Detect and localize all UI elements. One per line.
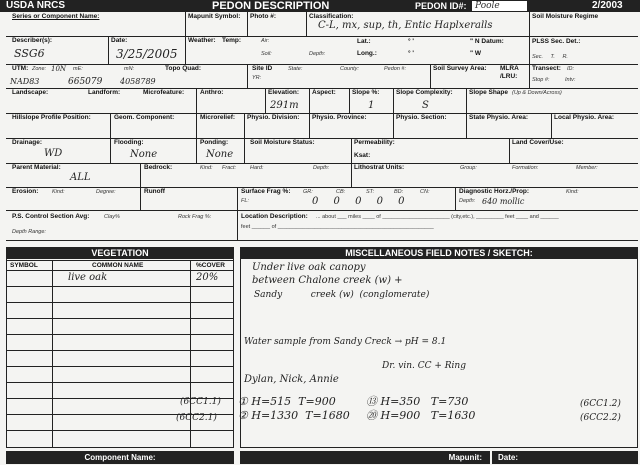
landscape-label: Landscape: [12, 89, 49, 96]
w-label: " W [470, 50, 482, 57]
note-line-1[interactable]: Under live oak canopy [252, 262, 366, 273]
form-title: PEDON DESCRIPTION [212, 0, 330, 12]
divider [185, 12, 186, 36]
rock-frag-label: Rock Frag %: [178, 214, 212, 220]
divider [237, 187, 238, 210]
parent-material-value[interactable]: ALL [70, 172, 91, 183]
temp-label: Temp: [222, 37, 242, 44]
group-label: Group: [460, 165, 477, 171]
microrelief-label: Microrelief: [200, 114, 236, 121]
bedrock-depth-label: Depth: [313, 165, 330, 171]
divider [349, 88, 350, 113]
land-cover-label: Land Cover/Use: [512, 139, 564, 146]
rule [6, 334, 234, 335]
rule [6, 187, 638, 188]
rule [6, 163, 638, 164]
divider [247, 64, 248, 88]
landform-label: Landform: [88, 89, 121, 96]
divider [185, 36, 186, 64]
note-line-5[interactable]: Dr. vin. CC + Ring [382, 361, 466, 371]
location-description-label: Location Description: [241, 213, 308, 220]
local-physio-area-label: Local Physio. Area: [554, 114, 615, 121]
location-line-2: feet ______ of ___________________________________________________ [241, 224, 434, 230]
divider [351, 163, 352, 187]
formation-label: Formation: [512, 165, 539, 171]
divider [196, 113, 197, 138]
hillslope-label: Hillslope Profile Position: [12, 114, 91, 121]
long-label: Long.: [357, 50, 377, 57]
mapunit-label: Mapunit Symbol: [188, 13, 241, 20]
agency-label: USDA NRCS [6, 0, 66, 11]
bedrock-hard-label: Hard: [250, 165, 264, 171]
geom-component-label: Geom. Component: [114, 114, 175, 121]
divider [244, 113, 245, 138]
transect-id-label: ID: [567, 66, 575, 72]
physio-province-label: Physio. Province: [312, 114, 367, 121]
veg-entry-name[interactable]: live oak [68, 272, 108, 283]
describers-label: Describer(s): [12, 37, 53, 44]
microfeature-label: Microfeature: [143, 89, 185, 96]
drainage-value[interactable]: WD [44, 148, 63, 159]
gps-note-c[interactable]: (6CC1.2) [580, 399, 621, 409]
lat-label: Lat.: [357, 38, 371, 45]
rule [240, 447, 638, 448]
runoff-label: Runoff [144, 188, 165, 195]
state-label: State: [288, 66, 303, 72]
location-line-1: ... about ___ miles ____ of ______________________ (city,etc.), _________ feet ____ and ______ [316, 214, 559, 220]
air-label: Air: [261, 38, 270, 44]
divider [529, 64, 530, 88]
rule [6, 302, 234, 303]
me-label: mE: [73, 66, 83, 72]
notes-section-bar: MISCELLANEOUS FIELD NOTES / SKETCH: [240, 247, 638, 259]
st-label: ST: [366, 189, 375, 195]
sec-t-r-label: Sec. T. R. [532, 54, 568, 60]
form-header-bar [0, 0, 640, 12]
erosion-label: Erosion: [12, 188, 39, 195]
rule [6, 366, 234, 367]
bd-label: BD: [394, 189, 404, 195]
divider [6, 247, 7, 448]
soil-temp-label: Soil: [261, 51, 272, 57]
physio-division-label: Physio. Division: [247, 114, 300, 121]
footer-date-label: Date: [498, 453, 519, 462]
zone-label: Zone: [32, 66, 47, 72]
weather-label: Weather: [188, 37, 216, 44]
series-label: Series or Component Name: [12, 13, 100, 20]
lithostrat-label: Lithostrat Units: [354, 164, 405, 171]
erosion-degree-label: Degree: [96, 189, 116, 195]
soil-survey-area-label: Soil Survey Area: [433, 65, 487, 72]
footer-date [492, 451, 638, 464]
surface-frag-label: Surface Frag %: [241, 188, 291, 195]
date-value[interactable]: 3/25/2005 [116, 47, 178, 61]
divider [309, 113, 310, 138]
gps-note-b[interactable]: (6CC2.1) [176, 413, 217, 423]
transect-label: Transect: [532, 65, 561, 72]
h-reading-1[interactable]: ① H=515 T=900 [238, 395, 336, 408]
mn-value[interactable]: 4058789 [120, 77, 156, 86]
cn-label: CN: [420, 189, 430, 195]
divider [509, 138, 510, 163]
rule [6, 240, 638, 241]
describers-value[interactable]: SSG6 [14, 47, 45, 60]
fl-label: FL: [241, 198, 249, 204]
rule [6, 318, 234, 319]
cb-label: CB: [336, 189, 346, 195]
stop-label: Stop #: [532, 77, 550, 83]
mlra-label: MLRA /LRU: [500, 65, 519, 80]
ksat-label: Ksat: [354, 152, 371, 159]
ps-control-label: P.S. Control Section Avg: [12, 213, 90, 220]
slope-label: Slope %: [352, 89, 380, 96]
note-line-2[interactable]: between Chalone creek (w) + [252, 275, 403, 286]
divider [233, 247, 234, 448]
vegetation-section-bar: VEGETATION [6, 247, 234, 259]
divider [110, 138, 111, 163]
ponding-label: Ponding: [200, 139, 229, 146]
component-name-label: Component Name: [84, 453, 156, 462]
rule [6, 382, 234, 383]
diagnostic-depth-label: Depth: [459, 198, 476, 204]
pedon-id-label: PEDON ID#: [415, 1, 467, 11]
rule [6, 36, 638, 37]
depth-range-label: Depth Range: [12, 229, 46, 235]
divider [309, 88, 310, 113]
h-reading-2[interactable]: ② H=1330 T=1680 [238, 409, 350, 422]
classification-label: Classification: [309, 13, 354, 20]
divider [265, 88, 266, 113]
divider [637, 247, 638, 448]
diagnostic-label: Diagnostic Horz./Prop: [459, 188, 530, 195]
divider [140, 163, 141, 187]
divider [529, 12, 530, 36]
col-cover: %COVER [196, 262, 225, 269]
ponding-value[interactable]: None [206, 149, 234, 160]
slope-complexity-value[interactable]: S [422, 100, 429, 111]
long-marks: ° ' [408, 50, 414, 57]
veg-entry-cover[interactable]: 20% [196, 272, 219, 283]
pedon-number-label: Pedon #: [384, 66, 407, 72]
bedrock-kind-label: Kind: [200, 165, 213, 171]
gps-note-a[interactable]: (6CC1.1) [180, 397, 221, 407]
flooding-value[interactable]: None [130, 149, 158, 160]
footer-component [6, 451, 234, 464]
h-reading-4[interactable]: ⑳ H=900 T=1630 [366, 409, 476, 422]
divider [306, 12, 307, 36]
intv-label: Intv: [565, 77, 576, 83]
utm-label: UTM: [12, 65, 29, 72]
note-line-4[interactable]: Water sample from Sandy Creck → pH = 8.1 [244, 337, 447, 347]
slope-shape-sub: (Up & Down/Across) [512, 90, 562, 96]
divider [140, 187, 141, 210]
divider [247, 12, 248, 36]
slope-complexity-label: Slope Complexity: [396, 89, 453, 96]
flooding-label: Flooding: [114, 139, 144, 146]
divider [108, 36, 109, 64]
soil-depth-label: Depth: [309, 51, 326, 57]
note-line-3[interactable]: Sandy creek (w) (conglomerate) [254, 290, 430, 300]
pedon-id-field[interactable]: Poole [472, 1, 527, 11]
elevation-label: Elevation: [268, 89, 300, 96]
yr-label: YR: [252, 75, 262, 81]
divider [196, 138, 197, 163]
classification-value[interactable]: C-L, mx, sup, th, Entic Haplxeralls [318, 20, 493, 31]
bedrock-fract-label: Fract: [222, 165, 237, 171]
divider [351, 138, 352, 163]
rule [6, 430, 234, 431]
rule [6, 210, 638, 211]
elevation-value[interactable]: 291m [270, 100, 299, 111]
slope-shape-label: Slope Shape [469, 89, 509, 96]
divider [52, 260, 53, 448]
bedrock-label: Bedrock: [144, 164, 173, 171]
member-label: Member: [576, 165, 598, 171]
state-physio-area-label: State Physio. Area: [469, 114, 529, 121]
note-line-6[interactable]: Dylan, Nick, Annie [244, 374, 339, 385]
slope-value[interactable]: 1 [368, 100, 375, 111]
divider [529, 36, 530, 64]
col-common-name: COMMON NAME [92, 262, 144, 269]
divider [455, 187, 456, 210]
gps-note-d[interactable]: (6CC2.2) [580, 413, 621, 423]
h-reading-3[interactable]: ⑬ H=350 T=730 [366, 395, 469, 408]
plss-label: PLSS Sec. Det.: [532, 38, 581, 45]
lat-marks: ° ' [408, 38, 414, 45]
footer-mapunit-label: Mapunit: [448, 453, 482, 462]
rule [6, 350, 234, 351]
divider [393, 88, 394, 113]
clay-label: Clay% [104, 214, 120, 220]
mn-label: mN: [124, 66, 135, 72]
aspect-label: Aspect: [312, 89, 336, 96]
n-datum-label: " N Datum: [470, 38, 504, 45]
photo-label: Photo #: [250, 13, 276, 20]
divider [244, 138, 245, 163]
divider [551, 113, 552, 138]
divider [466, 88, 467, 113]
me-value[interactable]: 665079 [68, 77, 103, 87]
divider [430, 64, 431, 88]
county-label: County: [340, 66, 359, 72]
col-symbol: SYMBOL [10, 262, 38, 269]
form-date: 2/2003 [592, 0, 623, 11]
rule [6, 270, 234, 271]
footer-mapunit [240, 451, 490, 464]
gr-label: GR: [303, 189, 313, 195]
nad-value[interactable]: NAD83 [10, 77, 40, 86]
diagnostic-kind-label: Kind: [566, 189, 579, 195]
surface-frag-values[interactable]: 0 0 0 0 0 [312, 196, 405, 207]
site-id-label: Site ID [252, 65, 273, 72]
rule [6, 447, 234, 448]
soil-moisture-status-label: Soil Moisture Status: [250, 139, 315, 146]
topo-quad-label: Topo Quad: [165, 65, 201, 72]
zone-value[interactable]: 10N [51, 65, 67, 73]
parent-material-label: Parent Material: [12, 164, 61, 171]
drainage-label: Drainage: [12, 139, 42, 146]
soil-moisture-regime-label: Soil Moisture Regime [532, 13, 599, 20]
divider [393, 113, 394, 138]
divider [466, 113, 467, 138]
permeability-label: Permeability: [354, 139, 395, 146]
divider [196, 88, 197, 113]
diagnostic-depth-value[interactable]: 640 mollic [482, 197, 525, 206]
date-label: Date: [111, 37, 128, 44]
divider [110, 113, 111, 138]
physio-section-label: Physio. Section: [396, 114, 447, 121]
anthro-label: Anthro: [200, 89, 224, 96]
rule [6, 286, 234, 287]
divider [237, 210, 238, 240]
erosion-kind-label: Kind: [52, 189, 65, 195]
